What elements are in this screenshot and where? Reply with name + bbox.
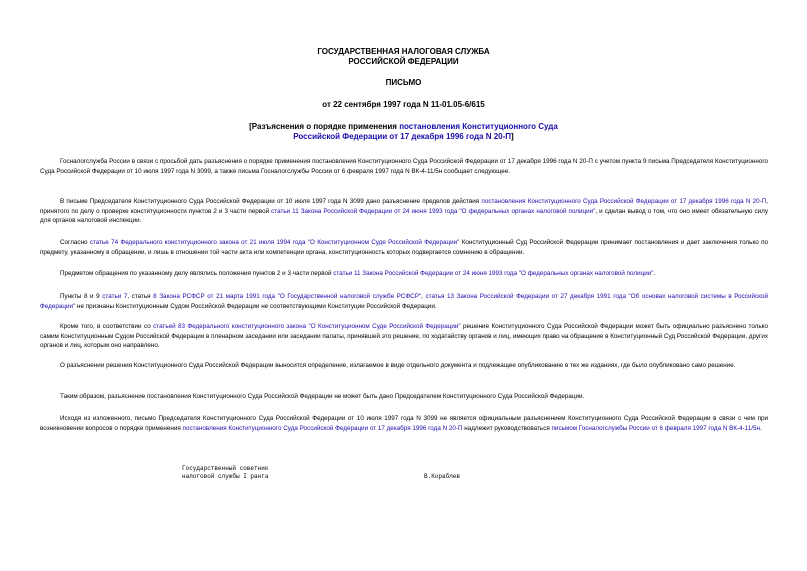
paragraph-1: Госналогслужба России в связи с просьбой дать разъяснения о порядке применения постановления Конституционного Суда Российской Федерации от 17 декабря 1996 года N 20-П с учетом пункта 9 письма Председателя Конституционного Суда Российской Федерации от 10 июля 1997 года N 3099, а также письма Госналогслужбы России от 6 февраля 1997 года N ВК-4-11/5н сообщает следующее. (40, 158, 768, 175)
paragraph-9 (40, 414, 768, 433)
subject-suffix: ] (511, 132, 514, 141)
paragraph-2-text-c: , и сделан вывод о том, что оно имеет обязательную силу для органов налоговой инспекции. (40, 207, 768, 224)
paragraph-4 (40, 269, 768, 279)
paragraph-9-text-b: надлежит руководствоваться (462, 424, 552, 432)
paragraph-5 (40, 292, 768, 311)
signatory-title-line-2: налоговой службы I ранга (182, 473, 269, 480)
paragraph-8: Таким образом, разъяснение постановления Конституционного Суда Российской Федерации не может быть дано Председателем Конституционного Суда Российской Федерации. (60, 393, 585, 400)
link-article-11-tax-police[interactable]: статьи 11 Закона Российской Федерации от 24 июня 1993 года "О федеральных органах налоговой полиции" (271, 207, 596, 215)
signatory-name: В.Кораблев (424, 473, 461, 480)
subject-link-line-2[interactable]: Российской Федерации от 17 декабря 1996 года N 20-П (293, 132, 512, 141)
subject-link-line-1[interactable]: постановления Конституционного Суда (399, 122, 558, 131)
link-letter-vk-4-11-5n[interactable]: письмом Госналогслужбы России от 6 февраля 1997 года N ВК-4-11/5н (551, 424, 760, 432)
link-article-13-tax-system-law[interactable]: статья 13 Закона Российской Федерации от 27 декабря 1991 года "Об основах налоговой системы в Российской Федерации" (40, 293, 769, 310)
link-article-83-const-court-law[interactable]: статьей 83 Федерального конституционного закона "О Конституционном Суде Российской Федерации" (153, 323, 461, 330)
link-article-11-tax-police-2[interactable]: статьи 11 Закона Российской Федерации от 24 июня 1993 года "О федеральных органах налоговой полиции" (333, 270, 654, 277)
doc-type: ПИСЬМО (385, 78, 422, 87)
subject-prefix: [Разъяснения о порядке применения (249, 122, 400, 131)
paragraph-4-text-a: Предметом обращения по указанному делу являлись положения пунктов 2 и 3 части первой (60, 270, 334, 277)
org-title (0, 47, 807, 67)
link-article-8-tax-service-law[interactable]: 8 Закона РСФСР от 21 марта 1991 года "О Государственной налоговой службе РСФСР" (153, 293, 422, 300)
link-resolution-20p-2[interactable]: постановления Конституционного Суда Российской Федерации от 17 декабря 1996 года N 20-П (182, 424, 463, 432)
paragraph-2-text-b: , принятого по делу о проверке конституционности пунктов 2 и 3 части первой (40, 198, 768, 215)
paragraph-3 (40, 238, 768, 257)
paragraph-7: О разъяснении решения Конституционного Суда Российской Федерации выносится определение, излагаемое в виде отдельного документа и подлежащее опубликованию в тех же изданиях, где было опубликовано само решение. (60, 362, 736, 369)
paragraph-2-text-a: В письме Председателя Конституционного Суда Российской Федерации от 10 июля 1997 года N 3099 дано разъяснение пределов действия (60, 198, 482, 205)
doc-date-number: от 22 сентября 1997 года N 11-01.05-6/615 (322, 100, 485, 109)
paragraph-6-text-a: Кроме того, в соответствии со (60, 323, 154, 330)
paragraph-3-text-b: Конституционный Суд Российской Федерации принимает постановления и дает заключения только по предмету, указанному в обращении, и лишь в отношении той части акта или компетенции органа, конституционность которых подвергается сомнению в обращении. (40, 239, 768, 256)
link-resolution-20p[interactable]: постановления Конституционного Суда Российской Федерации от 17 декабря 1996 года N 20-П (481, 198, 767, 205)
signatory-title-line-1: Государственный советник (182, 465, 269, 472)
paragraph-6 (40, 322, 768, 351)
paragraph-5-text-a: Пункты 8 и 9 (60, 293, 103, 300)
doc-subject (0, 122, 807, 142)
link-article-7[interactable]: статьи 7 (102, 293, 128, 300)
org-line-1: ГОСУДАРСТВЕННАЯ НАЛОГОВАЯ СЛУЖБА (317, 47, 490, 56)
paragraph-9-text-c: . (759, 424, 762, 432)
paragraph-2 (40, 197, 768, 226)
paragraph-3-text-a: Согласно (60, 239, 90, 246)
paragraph-5-text-d: не признаны Конституционным Судом Российской Федерации не соответствующими Конституции Российской Федерации. (75, 302, 437, 310)
link-article-74-const-court-law[interactable]: статье 74 Федерального конституционного закона от 21 июля 1994 года "О Конституционном Суде Российской Федерации" (89, 239, 460, 246)
paragraph-5-text-b: , статья (127, 293, 154, 300)
paragraph-5-text-c: , (421, 293, 426, 300)
paragraph-4-text-b: . (653, 270, 656, 277)
paragraph-9-text-a: Исходя из изложенного, письмо Председателя Конституционного Суда Российской Федерации от 10 июля 1997 года N 3099 не является официальным разъяснением Конституционного Суда Российской Федерации в связи с чем при возникновении вопросов о порядке применения (40, 415, 768, 432)
paragraph-6-text-b: решение Конституционного Суда Российской Федерации может быть официально разъяснено только самим Конституционным Судом Российской Федерации в пленарном заседании или заседании палаты, принявшей это решение, по ходатайству органов и лиц, имеющих право на обращение в Конституционный Суд Российской Федерации, других органов и лиц, которым оно направлено. (40, 323, 769, 349)
org-line-2: РОССИЙСКОЙ ФЕДЕРАЦИИ (348, 57, 459, 66)
